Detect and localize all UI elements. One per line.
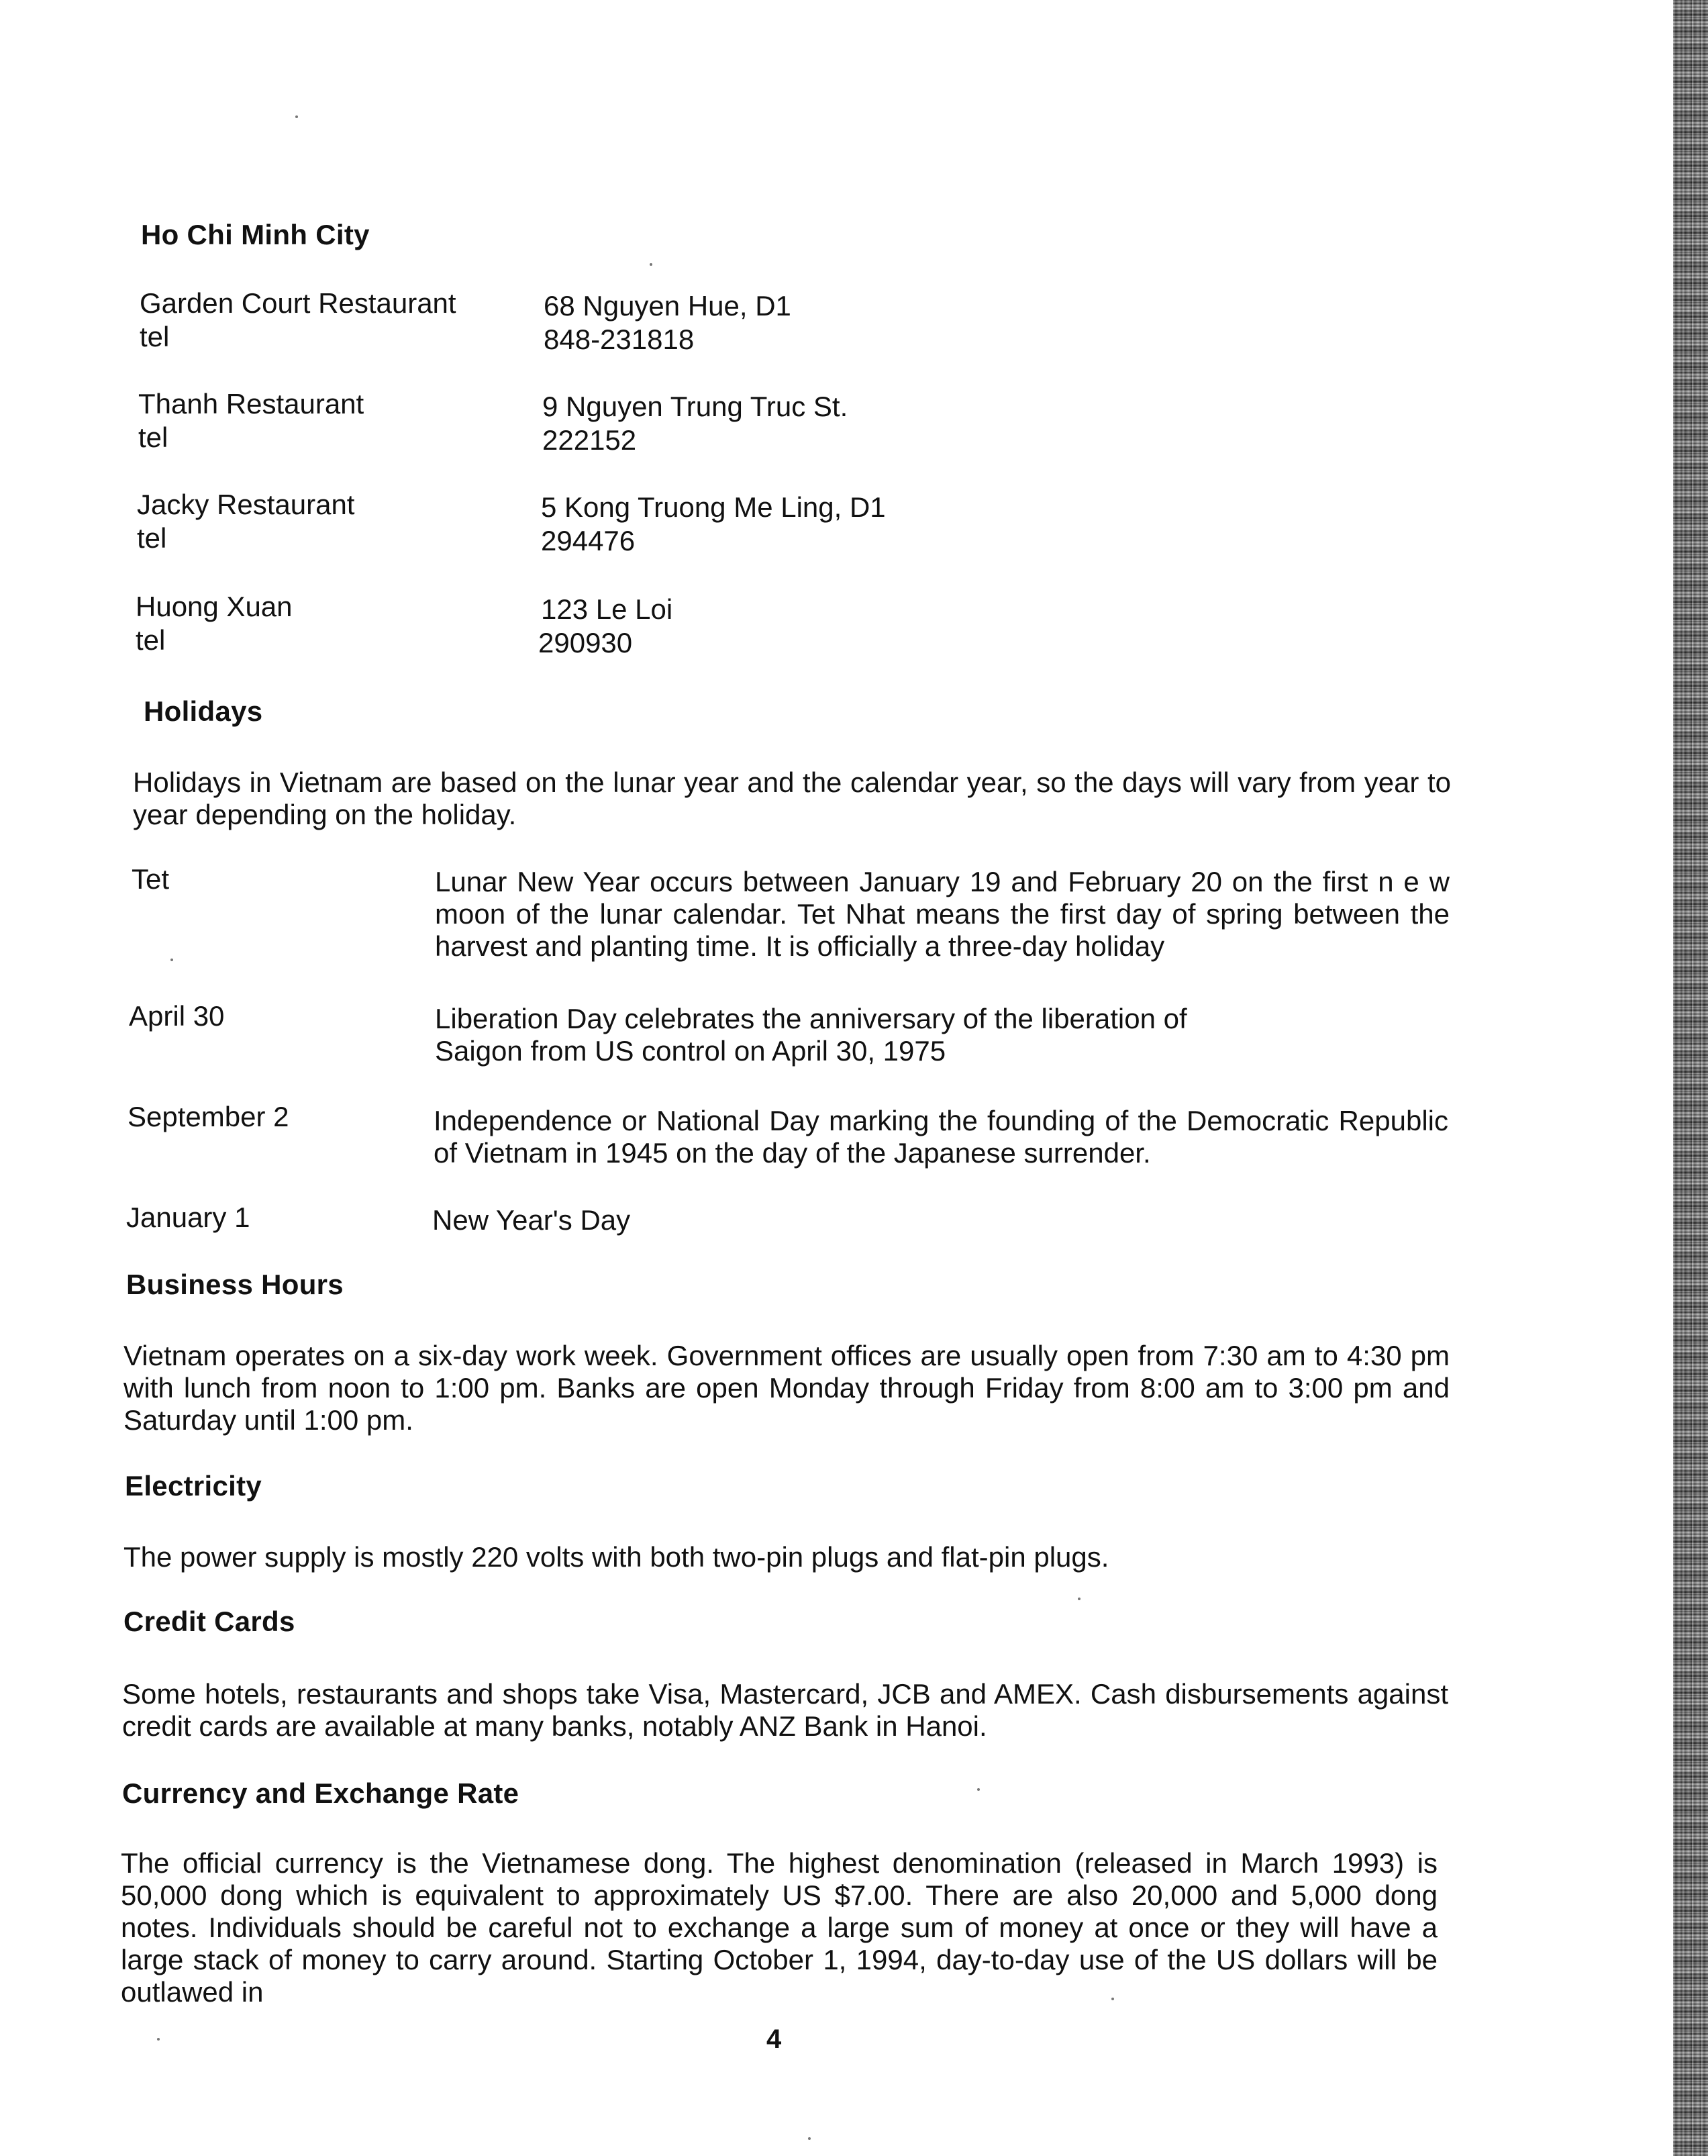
scan-speck (1078, 1598, 1081, 1600)
scan-speck (977, 1788, 980, 1791)
scan-edge-strip (1673, 0, 1708, 2156)
scan-speck (1111, 1998, 1114, 2000)
scan-speck (157, 2038, 160, 2041)
restaurant-tel-label: tel (140, 321, 170, 352)
holiday-date: April 30 (129, 1000, 225, 1032)
scan-speck (808, 2137, 811, 2140)
scan-speck (650, 263, 652, 266)
scan-speck (170, 959, 173, 961)
restaurant-address: 68 Nguyen Hue, D1 (544, 290, 791, 322)
credit-cards-text: Some hotels, restaurants and shops take Visa, Mastercard, JCB and AMEX. Cash disbursements against credit cards are available at many banks, notably ANZ Bank in Hanoi. (122, 1678, 1448, 1742)
restaurant-tel-label: tel (137, 522, 167, 554)
section-heading-hcmc: Ho Chi Minh City (141, 219, 370, 250)
holiday-description: Lunar New Year occurs between January 19 and February 20 on the first n e w moon of the lunar calendar. Tet Nhat means the first day of spring between the harvest and planting time. It is officially a three-day holiday (435, 866, 1450, 962)
restaurant-address: 123 Le Loi (541, 593, 673, 625)
holiday-description: New Year's Day (432, 1204, 631, 1236)
restaurant-tel-label: tel (138, 422, 168, 453)
page-number: 4 (766, 2024, 782, 2054)
electricity-text: The power supply is mostly 220 volts with both two-pin plugs and flat-pin plugs. (123, 1541, 1109, 1573)
restaurant-address: 9 Nguyen Trung Truc St. (542, 391, 848, 422)
business-hours-text: Vietnam operates on a six-day work week. Government offices are usually open from 7:30 am to 4:30 pm with lunch from noon to 1:00 pm. Banks are open Monday through Friday from 8:00 am to 3:00 pm and Saturday until 1:00 pm. (123, 1340, 1450, 1436)
restaurant-phone: 294476 (541, 525, 636, 556)
section-heading-business-hours: Business Hours (126, 1269, 344, 1300)
scan-speck (295, 115, 298, 118)
holiday-date: January 1 (126, 1202, 250, 1233)
restaurant-name: Garden Court Restaurant (140, 287, 456, 319)
restaurant-phone: 222152 (542, 424, 637, 456)
holiday-description: Independence or National Day marking the founding of the Democratic Republic of Vietnam in 1945 on the day of the Japanese surrender. (434, 1105, 1448, 1169)
holidays-intro: Holidays in Vietnam are based on the lunar year and the calendar year, so the days will vary from year to year depending on the holiday. (133, 767, 1451, 830)
currency-text: The official currency is the Vietnamese dong. The highest denomination (released in March 1993) is 50,000 dong which is equivalent to approximately US $7.00. There are also 20,000 and 5,000 dong notes. Individuals should be careful not to exchange a large sum of money at once or they will have a large stack of money to carry around. Starting October 1, 1994, day-to-day use of the US dollars will be outlawed in (121, 1847, 1438, 2008)
restaurant-name: Thanh Restaurant (138, 388, 364, 420)
holiday-date: Tet (132, 863, 170, 895)
section-heading-currency: Currency and Exchange Rate (122, 1777, 519, 1809)
section-heading-holidays: Holidays (144, 695, 263, 727)
restaurant-name: Huong Xuan (136, 591, 293, 622)
restaurant-phone: 848-231818 (544, 324, 695, 355)
restaurant-phone: 290930 (538, 627, 633, 658)
section-heading-credit-cards: Credit Cards (123, 1606, 295, 1637)
restaurant-name: Jacky Restaurant (137, 489, 355, 520)
section-heading-electricity: Electricity (125, 1470, 262, 1502)
restaurant-address: 5 Kong Truong Me Ling, D1 (541, 491, 886, 523)
holiday-description: Liberation Day celebrates the anniversary of the liberation of Saigon from US control on April 30, 1975 (435, 1003, 1187, 1067)
holiday-date: September 2 (128, 1101, 289, 1132)
restaurant-tel-label: tel (136, 624, 166, 656)
